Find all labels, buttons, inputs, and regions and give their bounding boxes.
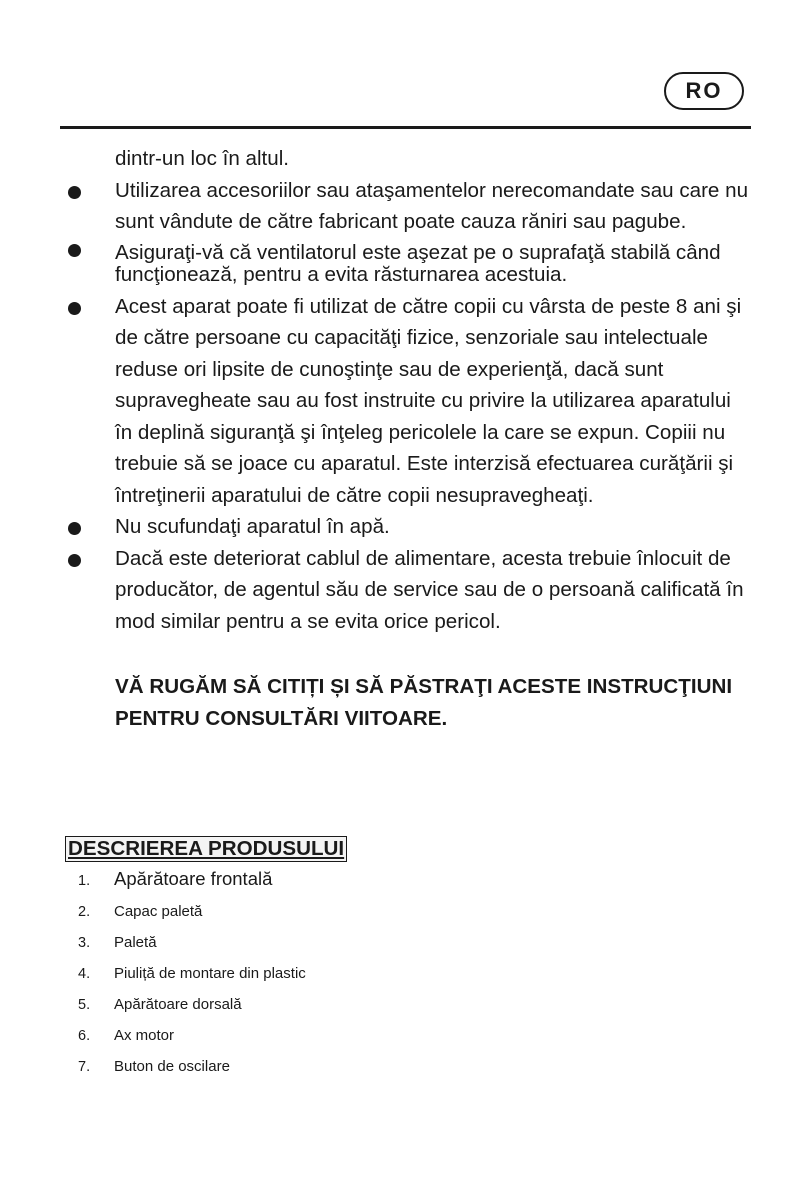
header-divider	[60, 126, 751, 129]
part-label: Paletă	[114, 934, 157, 951]
bullet-dot-icon	[68, 302, 81, 315]
list-item	[0, 1021, 811, 1052]
part-number: 2.	[78, 904, 91, 920]
part-number: 7.	[78, 1059, 91, 1075]
safety-instructions	[0, 143, 811, 734]
safety-item-3	[0, 291, 750, 512]
part-label: Piuliță de montare din plastic	[114, 965, 306, 982]
part-number: 4.	[78, 966, 91, 982]
list-item	[0, 897, 811, 928]
safety-item-text: Asiguraţi-vă că ventilatorul este aşezat pe o suprafaţă stabilă când funcţionează, pentru a evita răsturnarea acestuia.	[115, 240, 721, 286]
safety-item-1	[0, 175, 750, 238]
part-number: 5.	[78, 997, 91, 1013]
product-description-heading: DESCRIEREA PRODUSULUI	[65, 836, 347, 862]
bullet-dot-icon	[68, 522, 81, 535]
part-label: Buton de oscilare	[114, 1058, 230, 1075]
safety-item-text: Nu scufundaţi aparatul în apă.	[115, 515, 390, 538]
list-item	[0, 928, 811, 959]
continuation-text: dintr-un loc în altul.	[115, 147, 289, 170]
safety-item-text: Utilizarea accesoriilor sau ataşamentelor nerecomandate sau care nu sunt vândute de către fabricant poate cauza răniri sau pagube.	[115, 178, 749, 233]
part-number: 3.	[78, 935, 91, 951]
safety-item-5	[0, 543, 750, 638]
part-label: Capac paletă	[114, 903, 203, 920]
part-number: 6.	[78, 1028, 91, 1044]
parts-list	[0, 866, 811, 1083]
part-label: Apărătoare frontală	[114, 868, 273, 889]
part-number: 1.	[78, 873, 91, 889]
list-item	[0, 959, 811, 990]
list-item	[0, 1052, 811, 1083]
list-item	[0, 990, 811, 1021]
list-item	[0, 866, 811, 897]
part-label: Apărătoare dorsală	[114, 996, 242, 1013]
safety-item-2	[0, 238, 750, 291]
bullet-dot-icon	[68, 244, 81, 257]
safety-item-text: Acest aparat poate fi utilizat de către copii cu vârsta de peste 8 ani şi de către persoane cu capacităţi fizice, senzoriale sau intelectuale reduse ori lipsite de cunoştinţe sau de experienţă, dacă sunt supravegheate sau au fost instruite cu privire la utilizarea aparatului în deplină siguranţă şi înţeleg pericolele la care se expun. Copiii nu trebuie să se joace cu aparatul. Este interzisă efectuarea curăţării şi întreţinerii aparatului de către copii nesupravegheaţi.	[115, 294, 742, 507]
language-badge: RO	[664, 72, 744, 110]
part-label: Ax motor	[114, 1027, 175, 1044]
bullet-dot-icon	[68, 554, 81, 567]
bullet-dot-icon	[68, 186, 81, 199]
safety-item-text: Dacă este deteriorat cablul de alimentare, acesta trebuie înlocuit de producător, de agentul său de service sau de o persoană calificată în mod similar pentru a se evita orice pericol.	[115, 546, 744, 633]
keep-instructions-notice: VĂ RUGĂM SĂ CITIȚI ȘI SĂ PĂSTRAŢI ACESTE INSTRUCŢIUNI PENTRU CONSULTĂRI VIITOARE.	[115, 675, 733, 730]
safety-item-4	[0, 511, 750, 543]
